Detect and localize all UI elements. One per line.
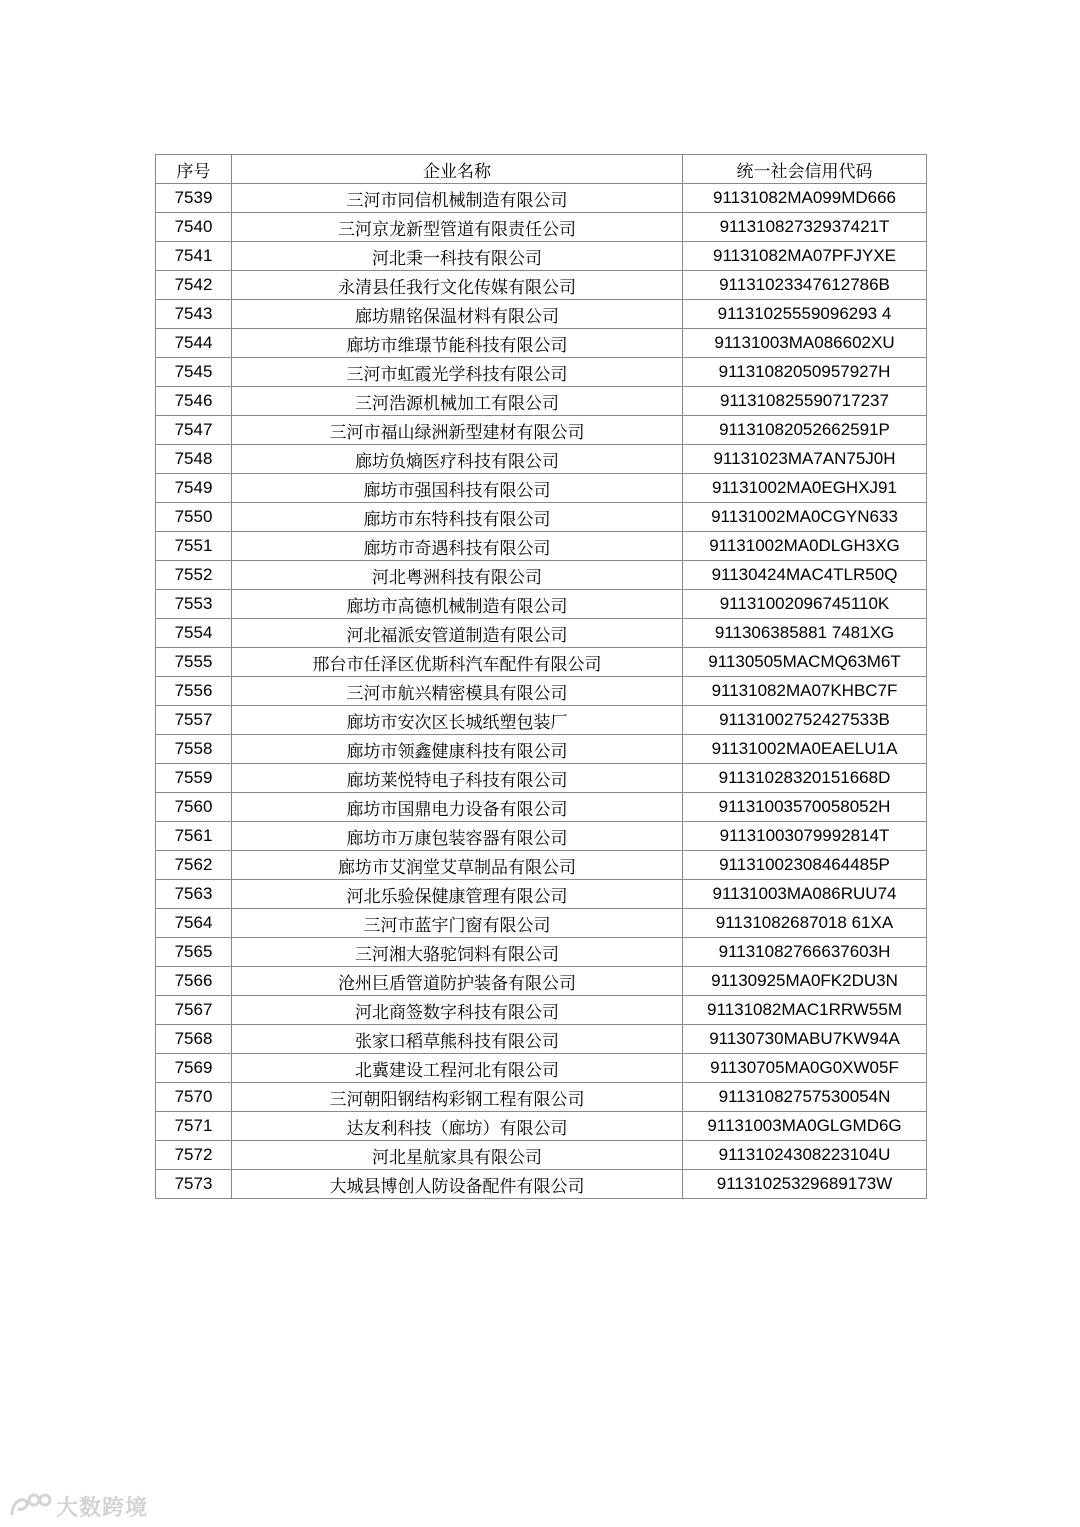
cell-credit-code: 91131002096745110K (683, 590, 927, 619)
table-row (156, 445, 927, 474)
cell-credit-code: 91131082052662591P (683, 416, 927, 445)
cell-serial-number: 7568 (156, 1025, 232, 1054)
cell-serial-number: 7572 (156, 1141, 232, 1170)
cell-serial-number: 7539 (156, 184, 232, 213)
table-row (156, 1054, 927, 1083)
cell-serial-number: 7542 (156, 271, 232, 300)
cell-company-name: 廊坊市高德机械制造有限公司 (232, 590, 683, 619)
cell-credit-code: 91131082MA07PFJYXE (683, 242, 927, 271)
cell-serial-number: 7558 (156, 735, 232, 764)
cell-credit-code: 91130424MAC4TLR50Q (683, 561, 927, 590)
cell-serial-number: 7547 (156, 416, 232, 445)
table-row (156, 474, 927, 503)
cell-credit-code: 91131003MA0GLGMD6G (683, 1112, 927, 1141)
cell-credit-code: 91131002752427533B (683, 706, 927, 735)
cell-credit-code: 91131082MA07KHBC7F (683, 677, 927, 706)
table-row (156, 1141, 927, 1170)
table-row (156, 242, 927, 271)
cell-company-name: 沧州巨盾管道防护装备有限公司 (232, 967, 683, 996)
table-header-row (156, 155, 927, 184)
cell-credit-code: 91131003MA086602XU (683, 329, 927, 358)
cell-serial-number: 7557 (156, 706, 232, 735)
cell-serial-number: 7563 (156, 880, 232, 909)
table-row (156, 822, 927, 851)
cell-serial-number: 7569 (156, 1054, 232, 1083)
cell-company-name: 永清县任我行文化传媒有限公司 (232, 271, 683, 300)
table-row (156, 1025, 927, 1054)
cell-company-name: 三河市蓝宇门窗有限公司 (232, 909, 683, 938)
cell-serial-number: 7566 (156, 967, 232, 996)
cell-credit-code: 91131082766637603H (683, 938, 927, 967)
cell-serial-number: 7541 (156, 242, 232, 271)
enterprise-table (155, 154, 927, 1199)
cell-credit-code: 91131024308223104U (683, 1141, 927, 1170)
cell-company-name: 河北秉一科技有限公司 (232, 242, 683, 271)
cell-credit-code: 91131002308464485P (683, 851, 927, 880)
cell-company-name: 三河市虹霞光学科技有限公司 (232, 358, 683, 387)
cell-company-name: 廊坊市东特科技有限公司 (232, 503, 683, 532)
cell-company-name: 廊坊市奇遇科技有限公司 (232, 532, 683, 561)
cell-credit-code: 91131023347612786B (683, 271, 927, 300)
cell-credit-code: 91131082MA099MD666 (683, 184, 927, 213)
cell-credit-code: 91131003079992814T (683, 822, 927, 851)
cell-company-name: 廊坊负熵医疗科技有限公司 (232, 445, 683, 474)
cell-serial-number: 7567 (156, 996, 232, 1025)
cell-company-name: 河北粤洲科技有限公司 (232, 561, 683, 590)
table-row (156, 590, 927, 619)
table-row (156, 793, 927, 822)
cell-company-name: 三河湘大骆驼饲料有限公司 (232, 938, 683, 967)
cell-serial-number: 7564 (156, 909, 232, 938)
cell-company-name: 廊坊市艾润堂艾草制品有限公司 (232, 851, 683, 880)
header-company-name: 企业名称 (232, 155, 683, 184)
table-row (156, 938, 927, 967)
cell-credit-code: 91131003570058052H (683, 793, 927, 822)
cell-serial-number: 7560 (156, 793, 232, 822)
cell-company-name: 廊坊鼎铭保温材料有限公司 (232, 300, 683, 329)
table-row (156, 706, 927, 735)
cell-company-name: 三河京龙新型管道有限责任公司 (232, 213, 683, 242)
cell-company-name: 三河市同信机械制造有限公司 (232, 184, 683, 213)
table-row (156, 996, 927, 1025)
cell-serial-number: 7552 (156, 561, 232, 590)
cell-serial-number: 7573 (156, 1170, 232, 1199)
cell-company-name: 三河市福山绿洲新型建材有限公司 (232, 416, 683, 445)
table-row (156, 880, 927, 909)
cell-company-name: 廊坊莱悦特电子科技有限公司 (232, 764, 683, 793)
cell-credit-code: 91131082732937421T (683, 213, 927, 242)
cell-serial-number: 7553 (156, 590, 232, 619)
cell-serial-number: 7551 (156, 532, 232, 561)
table-row (156, 532, 927, 561)
cell-serial-number: 7545 (156, 358, 232, 387)
cell-credit-code: 91131028320151668D (683, 764, 927, 793)
cell-credit-code: 911310825590717237 (683, 387, 927, 416)
cell-company-name: 三河浩源机械加工有限公司 (232, 387, 683, 416)
cell-serial-number: 7554 (156, 619, 232, 648)
table-row (156, 329, 927, 358)
table-row (156, 300, 927, 329)
cell-company-name: 廊坊市国鼎电力设备有限公司 (232, 793, 683, 822)
cell-serial-number: 7571 (156, 1112, 232, 1141)
cell-company-name: 河北星航家具有限公司 (232, 1141, 683, 1170)
cell-company-name: 河北福派安管道制造有限公司 (232, 619, 683, 648)
cell-company-name: 北冀建设工程河北有限公司 (232, 1054, 683, 1083)
table-row (156, 213, 927, 242)
cell-company-name: 张家口稻草熊科技有限公司 (232, 1025, 683, 1054)
cell-credit-code: 91130925MA0FK2DU3N (683, 967, 927, 996)
header-credit-code: 统一社会信用代码 (683, 155, 927, 184)
cell-company-name: 廊坊市安次区长城纸塑包装厂 (232, 706, 683, 735)
cell-credit-code: 91131025559096293 4 (683, 300, 927, 329)
table-row (156, 1170, 927, 1199)
cell-serial-number: 7556 (156, 677, 232, 706)
table-row (156, 387, 927, 416)
cell-credit-code: 91131002MA0EAELU1A (683, 735, 927, 764)
cell-company-name: 廊坊市强国科技有限公司 (232, 474, 683, 503)
cell-company-name: 三河市航兴精密模具有限公司 (232, 677, 683, 706)
cell-company-name: 三河朝阳钢结构彩钢工程有限公司 (232, 1083, 683, 1112)
table-row (156, 1112, 927, 1141)
cell-serial-number: 7549 (156, 474, 232, 503)
cell-credit-code: 91131002MA0EGHXJ91 (683, 474, 927, 503)
cell-serial-number: 7544 (156, 329, 232, 358)
cell-serial-number: 7548 (156, 445, 232, 474)
cell-credit-code: 91131023MA7AN75J0H (683, 445, 927, 474)
header-serial-number: 序号 (156, 155, 232, 184)
cell-serial-number: 7559 (156, 764, 232, 793)
cell-serial-number: 7540 (156, 213, 232, 242)
cell-serial-number: 7565 (156, 938, 232, 967)
cell-credit-code: 91131002MA0DLGH3XG (683, 532, 927, 561)
cell-credit-code: 91130705MA0G0XW05F (683, 1054, 927, 1083)
cell-company-name: 邢台市任泽区优斯科汽车配件有限公司 (232, 648, 683, 677)
table-row (156, 358, 927, 387)
cell-company-name: 廊坊市万康包装容器有限公司 (232, 822, 683, 851)
cell-credit-code: 91131082050957927H (683, 358, 927, 387)
table-row (156, 561, 927, 590)
table-row (156, 503, 927, 532)
cell-company-name: 达友利科技（廊坊）有限公司 (232, 1112, 683, 1141)
table-row (156, 1083, 927, 1112)
table-row (156, 271, 927, 300)
table-row (156, 967, 927, 996)
cell-credit-code: 91131003MA086RUU74 (683, 880, 927, 909)
watermark-logo-icon (8, 1491, 52, 1521)
cell-credit-code: 91131025329689173W (683, 1170, 927, 1199)
cell-serial-number: 7561 (156, 822, 232, 851)
table-row (156, 184, 927, 213)
table-row (156, 909, 927, 938)
watermark (8, 1488, 148, 1524)
cell-credit-code: 91130730MABU7KW94A (683, 1025, 927, 1054)
cell-credit-code: 91131082MAC1RRW55M (683, 996, 927, 1025)
cell-serial-number: 7543 (156, 300, 232, 329)
cell-credit-code: 91131082687018 61XA (683, 909, 927, 938)
table-row (156, 619, 927, 648)
cell-serial-number: 7562 (156, 851, 232, 880)
table-body (156, 184, 927, 1199)
cell-serial-number: 7550 (156, 503, 232, 532)
table-row (156, 735, 927, 764)
table-row (156, 851, 927, 880)
cell-serial-number: 7546 (156, 387, 232, 416)
cell-credit-code: 91131082757530054N (683, 1083, 927, 1112)
table-row (156, 677, 927, 706)
cell-company-name: 大城县博创人防设备配件有限公司 (232, 1170, 683, 1199)
cell-company-name: 河北乐验保健康管理有限公司 (232, 880, 683, 909)
cell-credit-code: 91130505MACMQ63M6T (683, 648, 927, 677)
cell-company-name: 廊坊市领鑫健康科技有限公司 (232, 735, 683, 764)
cell-credit-code: 91131002MA0CGYN633 (683, 503, 927, 532)
table-row (156, 648, 927, 677)
watermark-text: 大数跨境 (56, 1495, 149, 1521)
cell-company-name: 河北商签数字科技有限公司 (232, 996, 683, 1025)
cell-serial-number: 7570 (156, 1083, 232, 1112)
table-row (156, 416, 927, 445)
table-row (156, 764, 927, 793)
cell-serial-number: 7555 (156, 648, 232, 677)
cell-credit-code: 911306385881 7481XG (683, 619, 927, 648)
cell-company-name: 廊坊市维璟节能科技有限公司 (232, 329, 683, 358)
